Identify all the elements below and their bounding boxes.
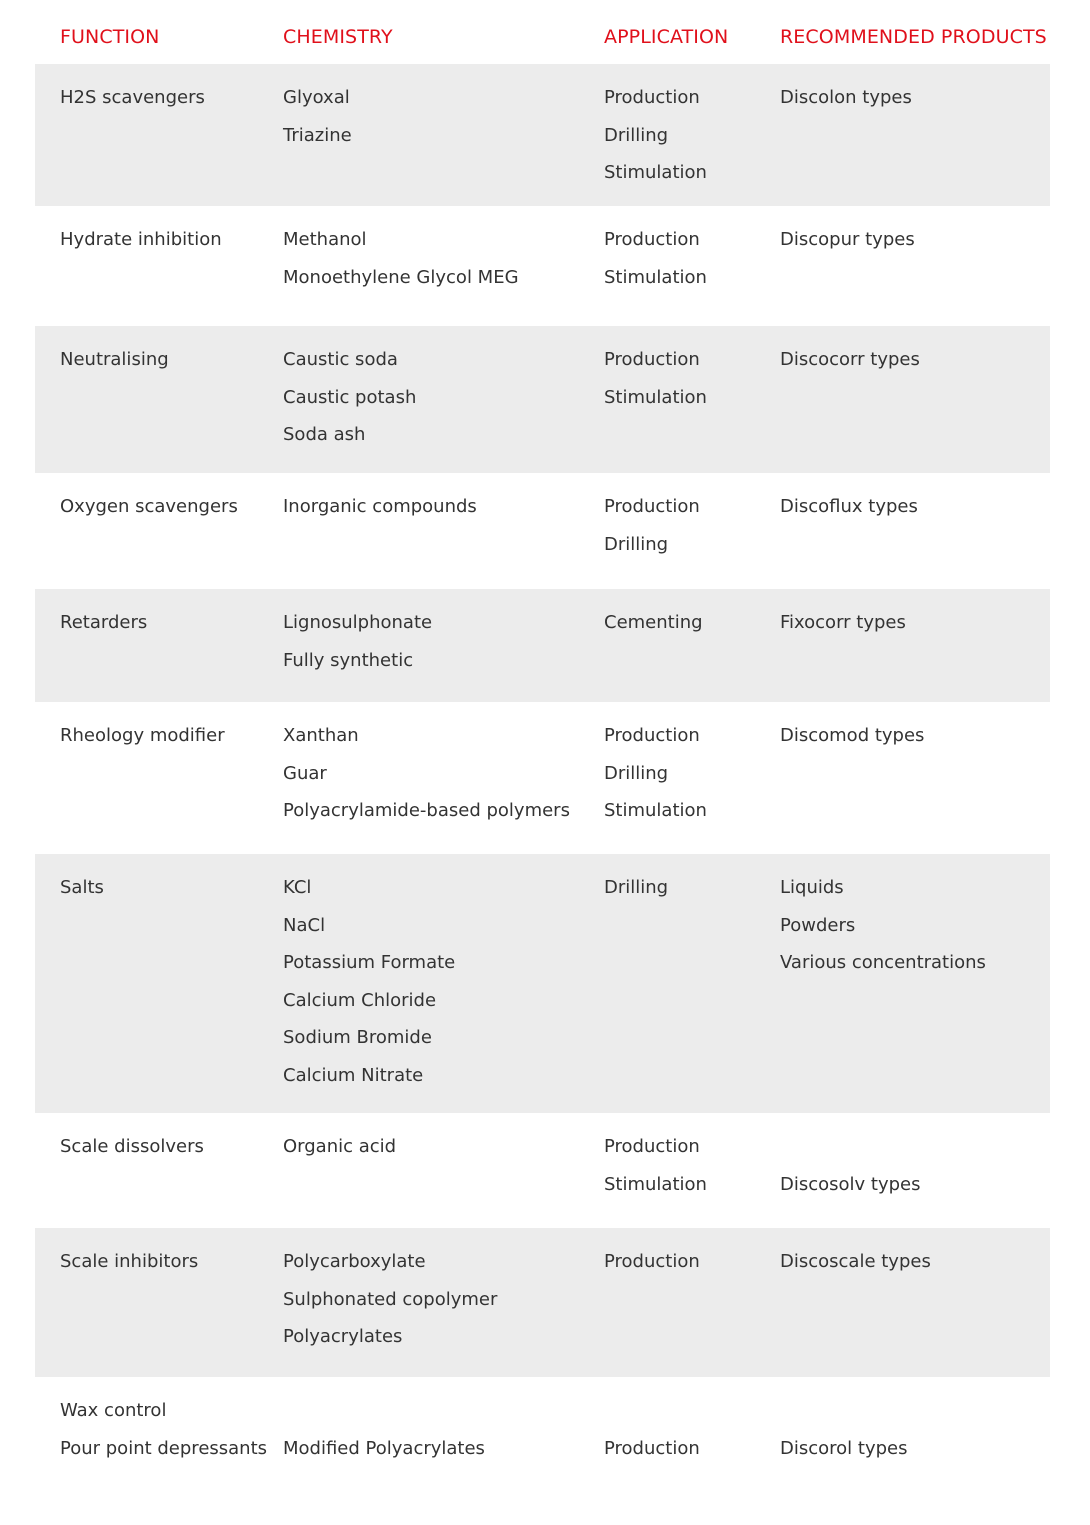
products-line: Fixocorr types (780, 612, 906, 633)
products-line: Discosolv types (780, 1173, 921, 1195)
table-row (35, 1228, 1050, 1377)
header-application: APPLICATION (604, 26, 729, 48)
cell-application (604, 79, 707, 192)
table-row (35, 206, 1050, 326)
application-line: Production (604, 1136, 700, 1157)
cell-application (604, 488, 700, 563)
products-line: Discolon types (780, 87, 912, 108)
function-line: Neutralising (60, 349, 169, 370)
cell-function (60, 79, 205, 117)
cell-chemistry (283, 869, 455, 1095)
cell-chemistry (283, 717, 570, 830)
function-line: Oxygen scavengers (60, 496, 238, 517)
application-line: Stimulation (604, 162, 707, 184)
chemistry-line: Sulphonated copolymer (283, 1288, 498, 1310)
cell-application (604, 1392, 700, 1467)
table-row (35, 589, 1050, 702)
cell-chemistry (283, 79, 352, 154)
chemistry-line: Modified Polyacrylates (283, 1437, 485, 1459)
chemistry-line: Lignosulphonate (283, 612, 433, 633)
chemistry-line: Sodium Bromide (283, 1027, 432, 1049)
header-chemistry: CHEMISTRY (283, 26, 393, 48)
application-line: Stimulation (604, 386, 707, 408)
cell-function (60, 717, 225, 755)
cell-application (604, 604, 703, 642)
chemistry-line: Methanol (283, 229, 367, 250)
cell-application (604, 1128, 707, 1203)
products-line: Liquids (780, 877, 844, 898)
cell-chemistry (283, 221, 519, 296)
application-line: Stimulation (604, 1173, 707, 1195)
application-line: Stimulation (604, 266, 707, 288)
cell-function (60, 1392, 267, 1467)
header-function: FUNCTION (60, 26, 160, 48)
cell-function (60, 604, 147, 642)
application-line: Production (604, 1251, 700, 1272)
function-line: Scale dissolvers (60, 1136, 204, 1157)
cell-products (780, 341, 920, 379)
table-body (35, 64, 1050, 1525)
chemistry-line (283, 1392, 485, 1430)
cell-chemistry (283, 341, 416, 454)
chemistry-line: Soda ash (283, 424, 366, 446)
application-line: Cementing (604, 612, 703, 633)
application-line: Drilling (604, 124, 669, 146)
table-row (35, 702, 1050, 854)
cell-products (780, 604, 906, 642)
table-row (35, 64, 1050, 206)
cell-application (604, 341, 707, 416)
cell-products (780, 1128, 921, 1203)
function-line: Scale inhibitors (60, 1251, 199, 1272)
cell-chemistry (283, 604, 432, 679)
cell-application (604, 717, 707, 830)
chemistry-line: Guar (283, 762, 327, 784)
function-line: Rheology modifier (60, 725, 225, 746)
chemistry-line: Triazine (283, 124, 352, 146)
chemistry-line: Organic acid (283, 1136, 397, 1157)
chemistry-line: Fully synthetic (283, 649, 414, 671)
chemistry-line: NaCl (283, 914, 326, 936)
cell-products (780, 869, 986, 982)
cell-products (780, 221, 915, 259)
products-line: Discorol types (780, 1437, 908, 1459)
products-line: Various concentrations (780, 952, 986, 974)
application-line: Production (604, 349, 700, 370)
cell-function (60, 1128, 204, 1166)
cell-chemistry (283, 1392, 485, 1467)
cell-function (60, 221, 222, 259)
chemistry-line: Potassium Formate (283, 952, 456, 974)
chemistry-line: Polycarboxylate (283, 1251, 426, 1272)
cell-function (60, 869, 104, 907)
application-line: Drilling (604, 533, 669, 555)
chemistry-line: Calcium Chloride (283, 989, 437, 1011)
application-line (604, 1392, 700, 1430)
cell-products (780, 79, 912, 117)
chemistry-line: Xanthan (283, 725, 359, 746)
table-header (0, 0, 1090, 64)
cell-application (604, 869, 668, 907)
products-line: Discocorr types (780, 349, 920, 370)
function-line: Retarders (60, 612, 148, 633)
cell-products (780, 717, 924, 755)
application-line: Drilling (604, 762, 669, 784)
application-line: Production (604, 496, 700, 517)
chemistry-line: Caustic soda (283, 349, 398, 370)
application-line: Production (604, 87, 700, 108)
function-line: Wax control (60, 1400, 167, 1421)
cell-chemistry (283, 1128, 396, 1166)
chemistry-line: Monoethylene Glycol MEG (283, 266, 519, 288)
application-line: Stimulation (604, 800, 707, 822)
products-line: Discomod types (780, 725, 925, 746)
chemistry-line: Inorganic compounds (283, 496, 477, 517)
table-row (35, 1113, 1050, 1228)
table-row (35, 473, 1050, 589)
products-line (780, 1128, 921, 1166)
cell-products (780, 1392, 907, 1467)
table-row (35, 326, 1050, 473)
function-line: Salts (60, 877, 104, 898)
header-recommended-products: RECOMMENDED PRODUCTS (780, 26, 1047, 48)
chemistry-line: KCl (283, 877, 312, 898)
cell-application (604, 1243, 700, 1281)
table-row (35, 1377, 1050, 1525)
cell-products (780, 488, 918, 526)
cell-function (60, 1243, 198, 1281)
function-line: Pour point depressants (60, 1437, 268, 1459)
application-line: Drilling (604, 877, 669, 898)
cell-chemistry (283, 1243, 497, 1356)
application-line: Production (604, 229, 700, 250)
table-row (35, 854, 1050, 1113)
chemistry-line: Polyacrylamide-based polymers (283, 800, 570, 822)
chemistry-line: Polyacrylates (283, 1326, 403, 1348)
chemistry-line: Caustic potash (283, 386, 417, 408)
products-line: Discopur types (780, 229, 915, 250)
products-line: Discoscale types (780, 1251, 931, 1272)
products-line: Discoflux types (780, 496, 918, 517)
cell-application (604, 221, 707, 296)
application-line: Production (604, 1437, 700, 1459)
function-line: Hydrate inhibition (60, 229, 222, 250)
cell-products (780, 1243, 931, 1281)
chemistry-line: Glyoxal (283, 87, 350, 108)
chemistry-line: Calcium Nitrate (283, 1064, 424, 1086)
cell-function (60, 341, 169, 379)
function-line: H2S scavengers (60, 87, 205, 108)
cell-chemistry (283, 488, 477, 526)
products-line (780, 1392, 907, 1430)
application-line: Production (604, 725, 700, 746)
products-line: Powders (780, 914, 856, 936)
cell-function (60, 488, 238, 526)
